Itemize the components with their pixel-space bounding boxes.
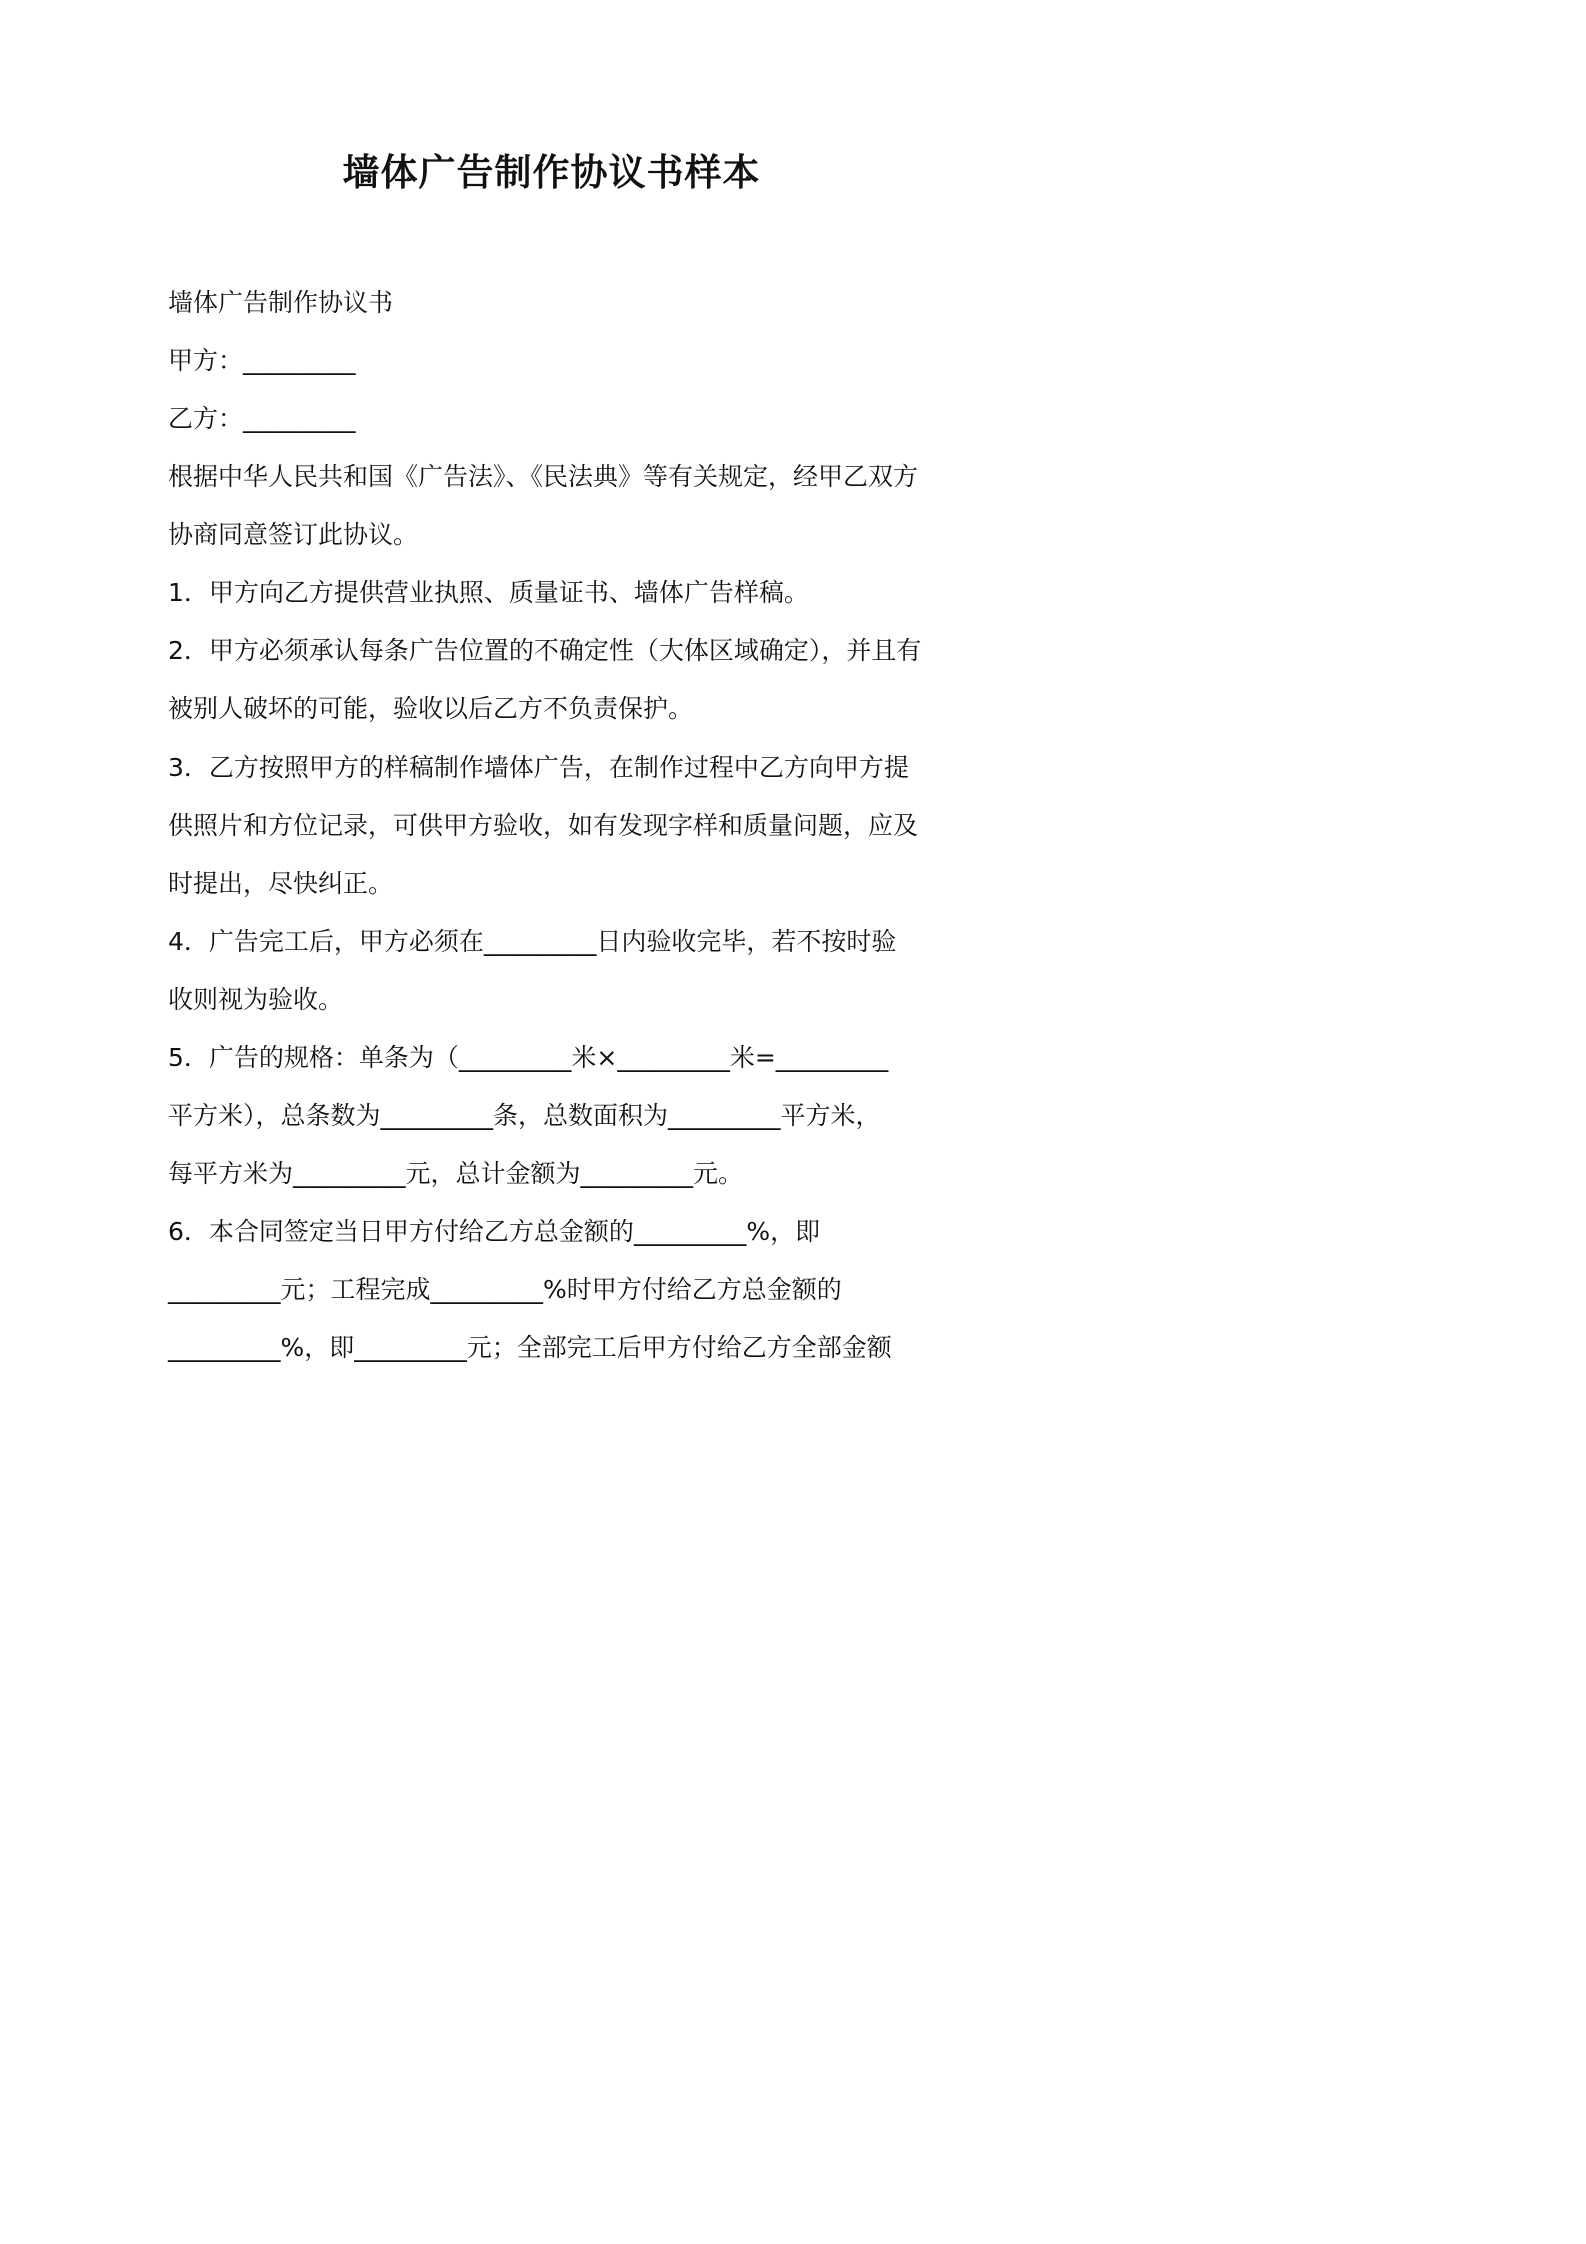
clause-5-line-2: 平方米），总条数为_________条，总数面积为_________平方米， — [168, 1101, 881, 1130]
clause-4-line-2: 收则视为验收。 — [168, 985, 344, 1014]
clause-4-line-1: 4．广告完工后，甲方必须在_________日内验收完毕，若不按时验 — [168, 927, 897, 956]
party-b-line: 乙方：_________ — [168, 404, 356, 433]
preamble-line-1: 根据中华人民共和国《广告法》、《民法典》等有关规定，经甲乙双方 — [168, 462, 919, 491]
clause-2-line-2: 被别人破坏的可能，验收以后乙方不负责保护。 — [168, 694, 694, 723]
clause-3-line-3: 时提出，尽快纠正。 — [168, 869, 394, 898]
clause-6-line-3: _________%，即_________元；全部完工后甲方付给乙方全部金额 — [168, 1333, 892, 1362]
clause-3-line-1: 3．乙方按照甲方的样稿制作墙体广告，在制作过程中乙方向甲方提 — [168, 753, 909, 782]
clause-5-line-1: 5．广告的规格：单条为（_________米×_________米=_________ — [168, 1043, 889, 1072]
clause-3-line-2: 供照片和方位记录，可供甲方验收，如有发现字样和质量问题，应及 — [168, 811, 919, 840]
party-a-line: 甲方：_________ — [168, 346, 356, 375]
agreement-heading: 墙体广告制作协议书 — [168, 288, 394, 317]
document-page — [0, 0, 1103, 1561]
clause-1-line-1: 1．甲方向乙方提供营业执照、质量证书、墙体广告样稿。 — [168, 578, 809, 607]
clause-6-line-1: 6．本合同签定当日甲方付给乙方总金额的_________%，即 — [168, 1217, 821, 1246]
clause-6-line-2: _________元；工程完成_________%时甲方付给乙方总金额的 — [168, 1275, 842, 1304]
clause-2-line-1: 2．甲方必须承认每条广告位置的不确定性（大体区域确定），并且有 — [168, 636, 922, 665]
document-title: 墙体广告制作协议书样本 — [342, 151, 761, 194]
preamble-line-2: 协商同意签订此协议。 — [168, 520, 419, 549]
clause-5-line-3: 每平方米为_________元，总计金额为_________元。 — [168, 1159, 744, 1188]
